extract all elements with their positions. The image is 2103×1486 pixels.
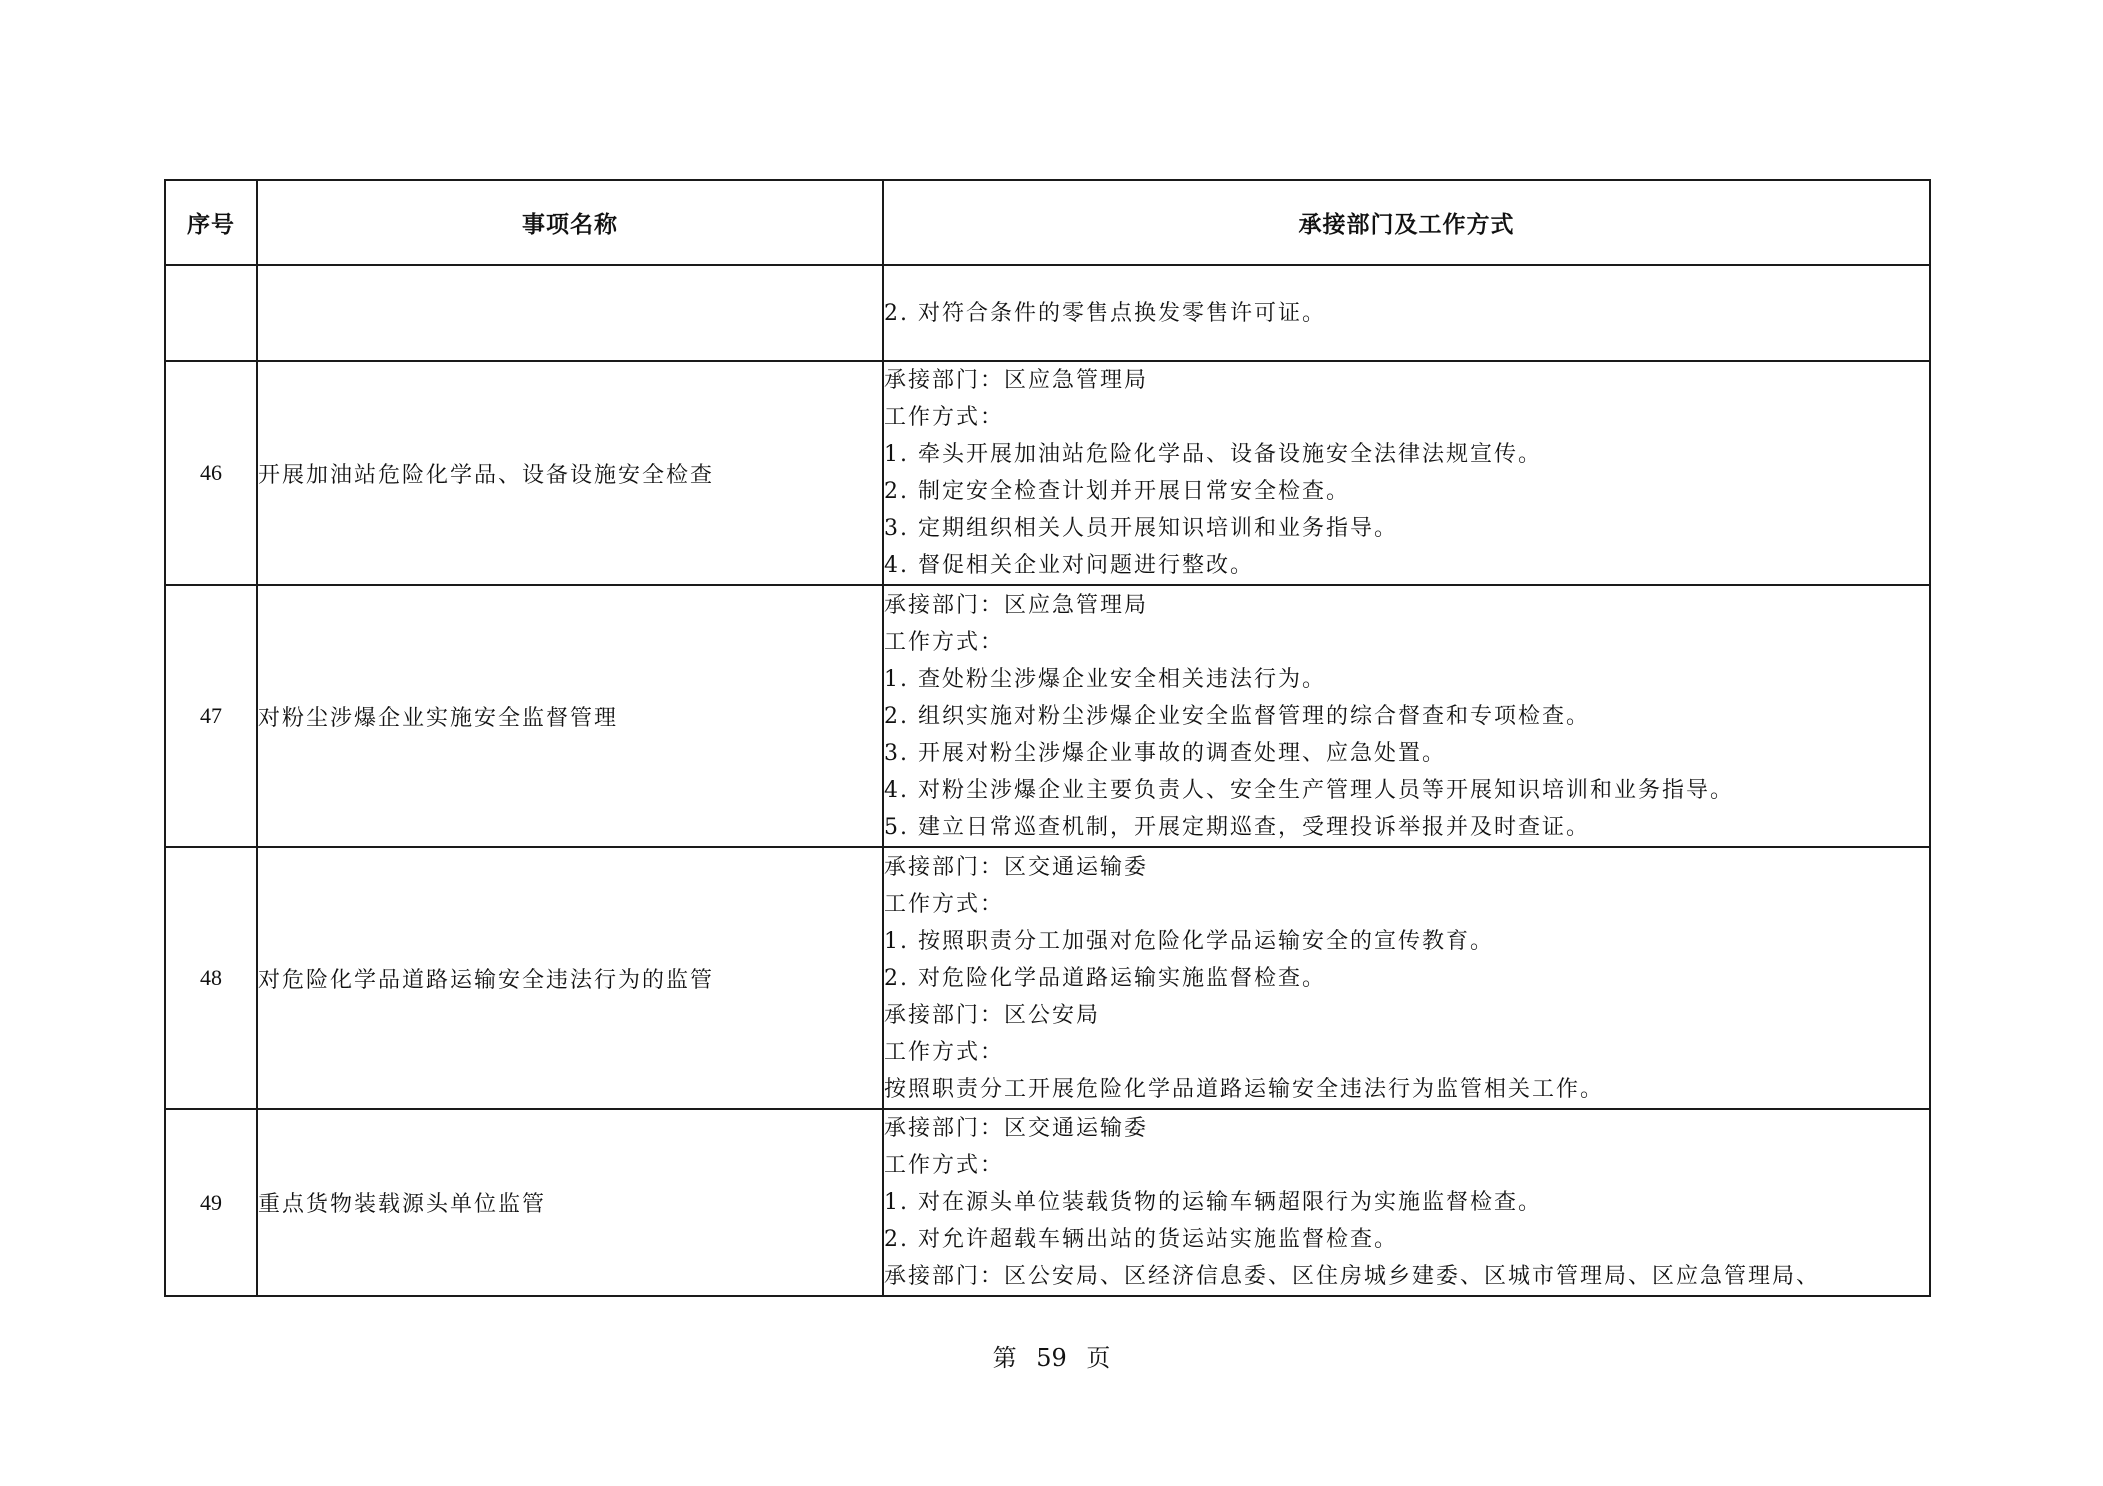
method-line: 4. 督促相关企业对问题进行整改。 (884, 553, 1254, 578)
method-line: 承接部门：区交通运输委 (884, 854, 1149, 880)
row-method (883, 361, 1930, 585)
method-line: 1. 牵头开展加油站危险化学品、设备设施安全法律法规宣传。 (884, 442, 1542, 467)
method-line: 工作方式： (884, 1153, 1005, 1178)
method-line: 5. 建立日常巡查机制，开展定期巡查，受理投诉举报并及时查证。 (884, 814, 1590, 840)
header-item-name: 事项名称 (257, 180, 883, 265)
row-item-name: 重点货物装载源头单位监管 (257, 1109, 883, 1296)
method-line: 2. 对符合条件的零售点换发零售许可证。 (884, 300, 1326, 326)
row-method (883, 265, 1930, 361)
method-line: 1. 对在源头单位装载货物的运输车辆超限行为实施监督检查。 (884, 1190, 1542, 1215)
row-item-name: 开展加油站危险化学品、设备设施安全检查 (257, 361, 883, 585)
table-row (165, 361, 1930, 585)
row-item-name: 对粉尘涉爆企业实施安全监督管理 (257, 585, 883, 847)
row-index (165, 265, 257, 361)
row-method (883, 1109, 1930, 1296)
table-row (165, 265, 1930, 361)
method-line: 承接部门：区公安局 (884, 1002, 1101, 1028)
method-line: 1. 查处粉尘涉爆企业安全相关违法行为。 (884, 666, 1326, 692)
table-row (165, 847, 1930, 1109)
method-line: 工作方式： (884, 629, 1005, 655)
method-line: 2. 对危险化学品道路运输实施监督检查。 (884, 965, 1326, 991)
method-line: 2. 组织实施对粉尘涉爆企业安全监督管理的综合督查和专项检查。 (884, 703, 1590, 729)
method-line: 3. 开展对粉尘涉爆企业事故的调查处理、应急处置。 (884, 740, 1446, 766)
method-line: 工作方式： (884, 891, 1005, 917)
method-line: 承接部门：区交通运输委 (884, 1116, 1149, 1141)
row-item-name (257, 265, 883, 361)
table-row (165, 1109, 1930, 1296)
method-line: 承接部门：区应急管理局 (884, 592, 1149, 618)
method-line: 工作方式： (884, 405, 1005, 430)
method-line: 2. 对允许超载车辆出站的货运站实施监督检查。 (884, 1227, 1398, 1252)
method-line: 4. 对粉尘涉爆企业主要负责人、安全生产管理人员等开展知识培训和业务指导。 (884, 777, 1734, 803)
method-line: 承接部门：区应急管理局 (884, 368, 1149, 393)
page-prefix: 第 (992, 1344, 1017, 1372)
method-line: 工作方式： (884, 1039, 1005, 1065)
table-row (165, 585, 1930, 847)
method-line: 1. 按照职责分工加强对危险化学品运输安全的宣传教育。 (884, 928, 1494, 954)
row-index: 48 (165, 847, 257, 1109)
row-index: 46 (165, 361, 257, 585)
matters-table (164, 179, 1931, 1297)
method-line: 3. 定期组织相关人员开展知识培训和业务指导。 (884, 516, 1398, 541)
page-number: 59 (1036, 1344, 1067, 1372)
row-item-name: 对危险化学品道路运输安全违法行为的监管 (257, 847, 883, 1109)
page-suffix: 页 (1086, 1344, 1111, 1372)
header-row (165, 180, 1930, 265)
row-index: 47 (165, 585, 257, 847)
method-line: 2. 制定安全检查计划并开展日常安全检查。 (884, 479, 1350, 504)
row-method (883, 585, 1930, 847)
page-footer (0, 1338, 2103, 1373)
method-line: 按照职责分工开展危险化学品道路运输安全违法行为监管相关工作。 (884, 1076, 1605, 1102)
header-index: 序号 (165, 180, 257, 265)
row-index: 49 (165, 1109, 257, 1296)
method-line: 承接部门：区公安局、区经济信息委、区住房城乡建委、区城市管理局、区应急管理局、 (884, 1264, 1821, 1289)
row-method (883, 847, 1930, 1109)
header-department-method: 承接部门及工作方式 (883, 180, 1930, 265)
